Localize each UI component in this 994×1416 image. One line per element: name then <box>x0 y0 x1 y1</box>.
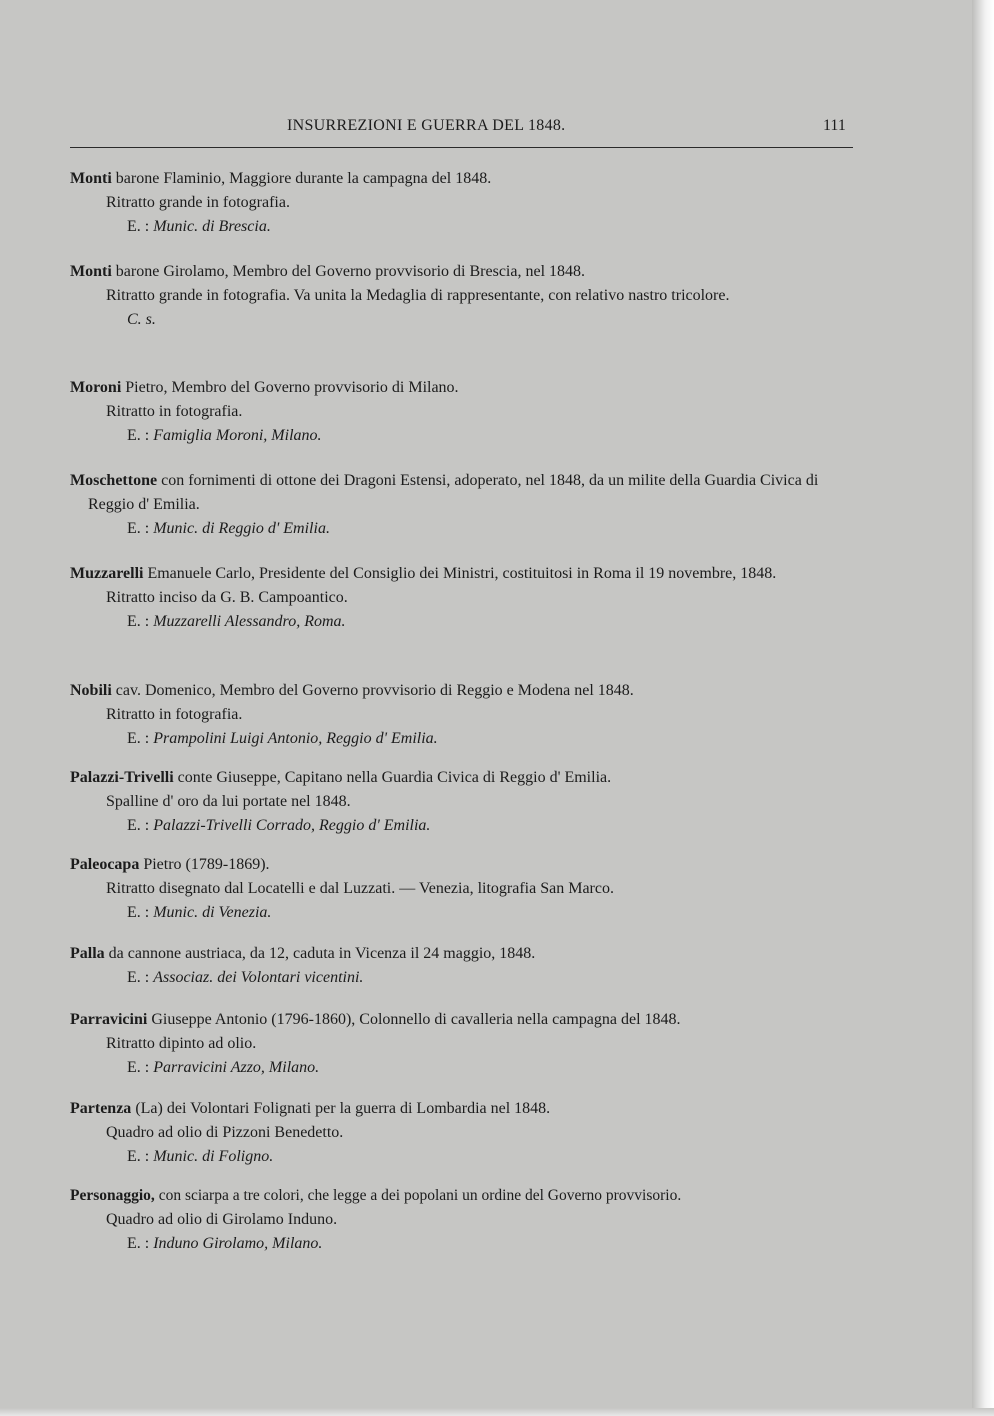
entry-description: Pietro, Membro del Governo provvisorio di Milano. <box>121 379 459 396</box>
entry-description: da cannone austriaca, da 12, caduta in Vicenza il 24 maggio, 1848. <box>104 945 536 962</box>
catalog-entry-monti-girolamo <box>70 260 860 332</box>
catalog-entry-moschettone <box>70 469 860 541</box>
entry-description: Giuseppe Antonio (1796-1860), Colonnello di cavalleria nella campagna del 1848. <box>147 1011 681 1028</box>
source-name: C. s. <box>127 311 156 328</box>
source-prefix: E. : <box>127 520 154 537</box>
catalog-entry-nobili <box>70 679 860 751</box>
source-prefix: E. : <box>127 904 154 921</box>
source-name: Munic. di Venezia. <box>153 904 272 921</box>
entry-first-line <box>70 1097 860 1121</box>
entry-detail: Quadro ad olio di Girolamo Induno. <box>106 1211 338 1228</box>
entry-description: barone Flaminio, Maggiore durante la campagna del 1848. <box>111 170 492 187</box>
entry-source <box>70 727 860 751</box>
scan-page-edge <box>972 0 994 1416</box>
entry-heading: Muzzarelli <box>70 565 144 582</box>
entry-first-line <box>70 376 860 400</box>
source-name: Parravicini Azzo, Milano. <box>153 1059 320 1076</box>
source-prefix: E. : <box>127 1059 154 1076</box>
entry-source <box>70 517 860 541</box>
entry-description: conte Giuseppe, Capitano nella Guardia Civica di Reggio d' Emilia. <box>173 769 612 786</box>
entry-detail: Ritratto grande in fotografia. <box>106 194 290 211</box>
entry-detail: Ritratto grande in fotografia. Va unita la Medaglia di rappresentante, con relativo nastro tricolore. <box>106 287 730 304</box>
entry-heading: Monti <box>70 263 112 280</box>
entry-description: Emanuele Carlo, Presidente del Consiglio dei Ministri, costituitosi in Roma il 19 novembre, 1848. <box>143 565 777 582</box>
entry-heading: Palla <box>70 945 105 962</box>
entry-first-line <box>70 1008 860 1032</box>
entry-detail: Ritratto disegnato dal Locatelli e dal Luzzati. — Venezia, litografia San Marco. <box>106 880 614 897</box>
entry-detail: Ritratto inciso da G. B. Campoantico. <box>106 589 348 606</box>
entry-heading: Partenza <box>70 1100 132 1117</box>
entry-heading: Paleocapa <box>70 856 140 873</box>
source-prefix: E. : <box>127 730 154 747</box>
entry-first-line <box>70 853 860 877</box>
header-rule <box>70 147 853 148</box>
entry-detail: Ritratto dipinto ad olio. <box>106 1035 257 1052</box>
entry-detail: Quadro ad olio di Pizzoni Benedetto. <box>106 1124 344 1141</box>
catalog-entry-personaggio <box>70 1184 860 1256</box>
entry-heading: Parravicini <box>70 1011 148 1028</box>
entry-source <box>70 901 860 925</box>
entry-detail: Ritratto in fotografia. <box>106 403 243 420</box>
source-prefix: E. : <box>127 817 154 834</box>
entry-heading: Monti <box>70 170 112 187</box>
source-prefix: E. : <box>127 613 154 630</box>
catalog-entry-monti-flaminio <box>70 167 860 239</box>
entry-description: barone Girolamo, Membro del Governo provvisorio di Brescia, nel 1848. <box>111 263 586 280</box>
source-prefix: E. : <box>127 1235 154 1252</box>
page-number: 111 <box>823 117 846 134</box>
entry-first-line <box>70 167 860 191</box>
catalog-entry-palla <box>70 942 860 990</box>
entry-source <box>70 814 860 838</box>
source-name: Induno Girolamo, Milano. <box>153 1235 323 1252</box>
entry-source <box>70 1232 860 1256</box>
entry-description: (La) dei Volontari Folignati per la guerra di Lombardia nel 1848. <box>131 1100 551 1117</box>
source-name: Muzzarelli Alessandro, Roma. <box>153 613 346 630</box>
entry-description: con sciarpa a tre colori, che legge a dei popolani un ordine del Governo provvisorio. <box>154 1187 682 1204</box>
source-name: Munic. di Reggio d' Emilia. <box>153 520 330 537</box>
entry-heading: Moroni <box>70 379 122 396</box>
source-prefix: E. : <box>127 1148 154 1165</box>
source-prefix: E. : <box>127 427 154 444</box>
entry-detail: Ritratto in fotografia. <box>106 706 243 723</box>
source-name: Prampolini Luigi Antonio, Reggio d' Emilia. <box>153 730 438 747</box>
entry-first-line <box>70 469 860 517</box>
entry-first-line <box>70 766 860 790</box>
entry-first-line <box>70 260 860 284</box>
entry-detail: Spalline d' oro da lui portate nel 1848. <box>106 793 351 810</box>
entry-first-line <box>70 1184 860 1208</box>
entry-source <box>70 1145 860 1169</box>
entry-first-line <box>70 679 860 703</box>
entry-first-line <box>70 562 860 586</box>
source-name: Munic. di Foligno. <box>153 1148 274 1165</box>
source-name: Munic. di Brescia. <box>153 218 271 235</box>
source-prefix: E. : <box>127 218 154 235</box>
catalog-entry-parravicini <box>70 1008 860 1080</box>
catalog-entry-paleocapa <box>70 853 860 925</box>
entry-source <box>70 1056 860 1080</box>
source-name: Associaz. dei Volontari vicentini. <box>153 969 364 986</box>
catalog-entry-palazzi-trivelli <box>70 766 860 838</box>
entry-source <box>70 610 860 634</box>
source-prefix: E. : <box>127 969 154 986</box>
catalog-entry-moroni <box>70 376 860 448</box>
catalog-entry-partenza <box>70 1097 860 1169</box>
entry-source <box>70 215 860 239</box>
entry-heading: Nobili <box>70 682 112 699</box>
entry-heading: Palazzi-Trivelli <box>70 769 174 786</box>
entry-description: cav. Domenico, Membro del Governo provvisorio di Reggio e Modena nel 1848. <box>111 682 634 699</box>
entry-description: con fornimenti di ottone dei Dragoni Estensi, adoperato, nel 1848, da un milite della Guardia Civica di Reggio d' Emilia. <box>88 472 819 513</box>
entry-source <box>70 308 860 332</box>
source-name: Famiglia Moroni, Milano. <box>153 427 322 444</box>
entry-heading: Moschettone <box>70 472 158 489</box>
entry-first-line <box>70 942 860 966</box>
entry-description: Pietro (1789-1869). <box>139 856 270 873</box>
entry-source <box>70 966 860 990</box>
running-head: INSURREZIONI E GUERRA DEL 1848. <box>287 117 566 134</box>
entry-source <box>70 424 860 448</box>
catalog-entry-muzzarelli <box>70 562 860 634</box>
source-name: Palazzi-Trivelli Corrado, Reggio d' Emilia. <box>153 817 431 834</box>
entry-heading: Personaggio, <box>70 1187 155 1204</box>
